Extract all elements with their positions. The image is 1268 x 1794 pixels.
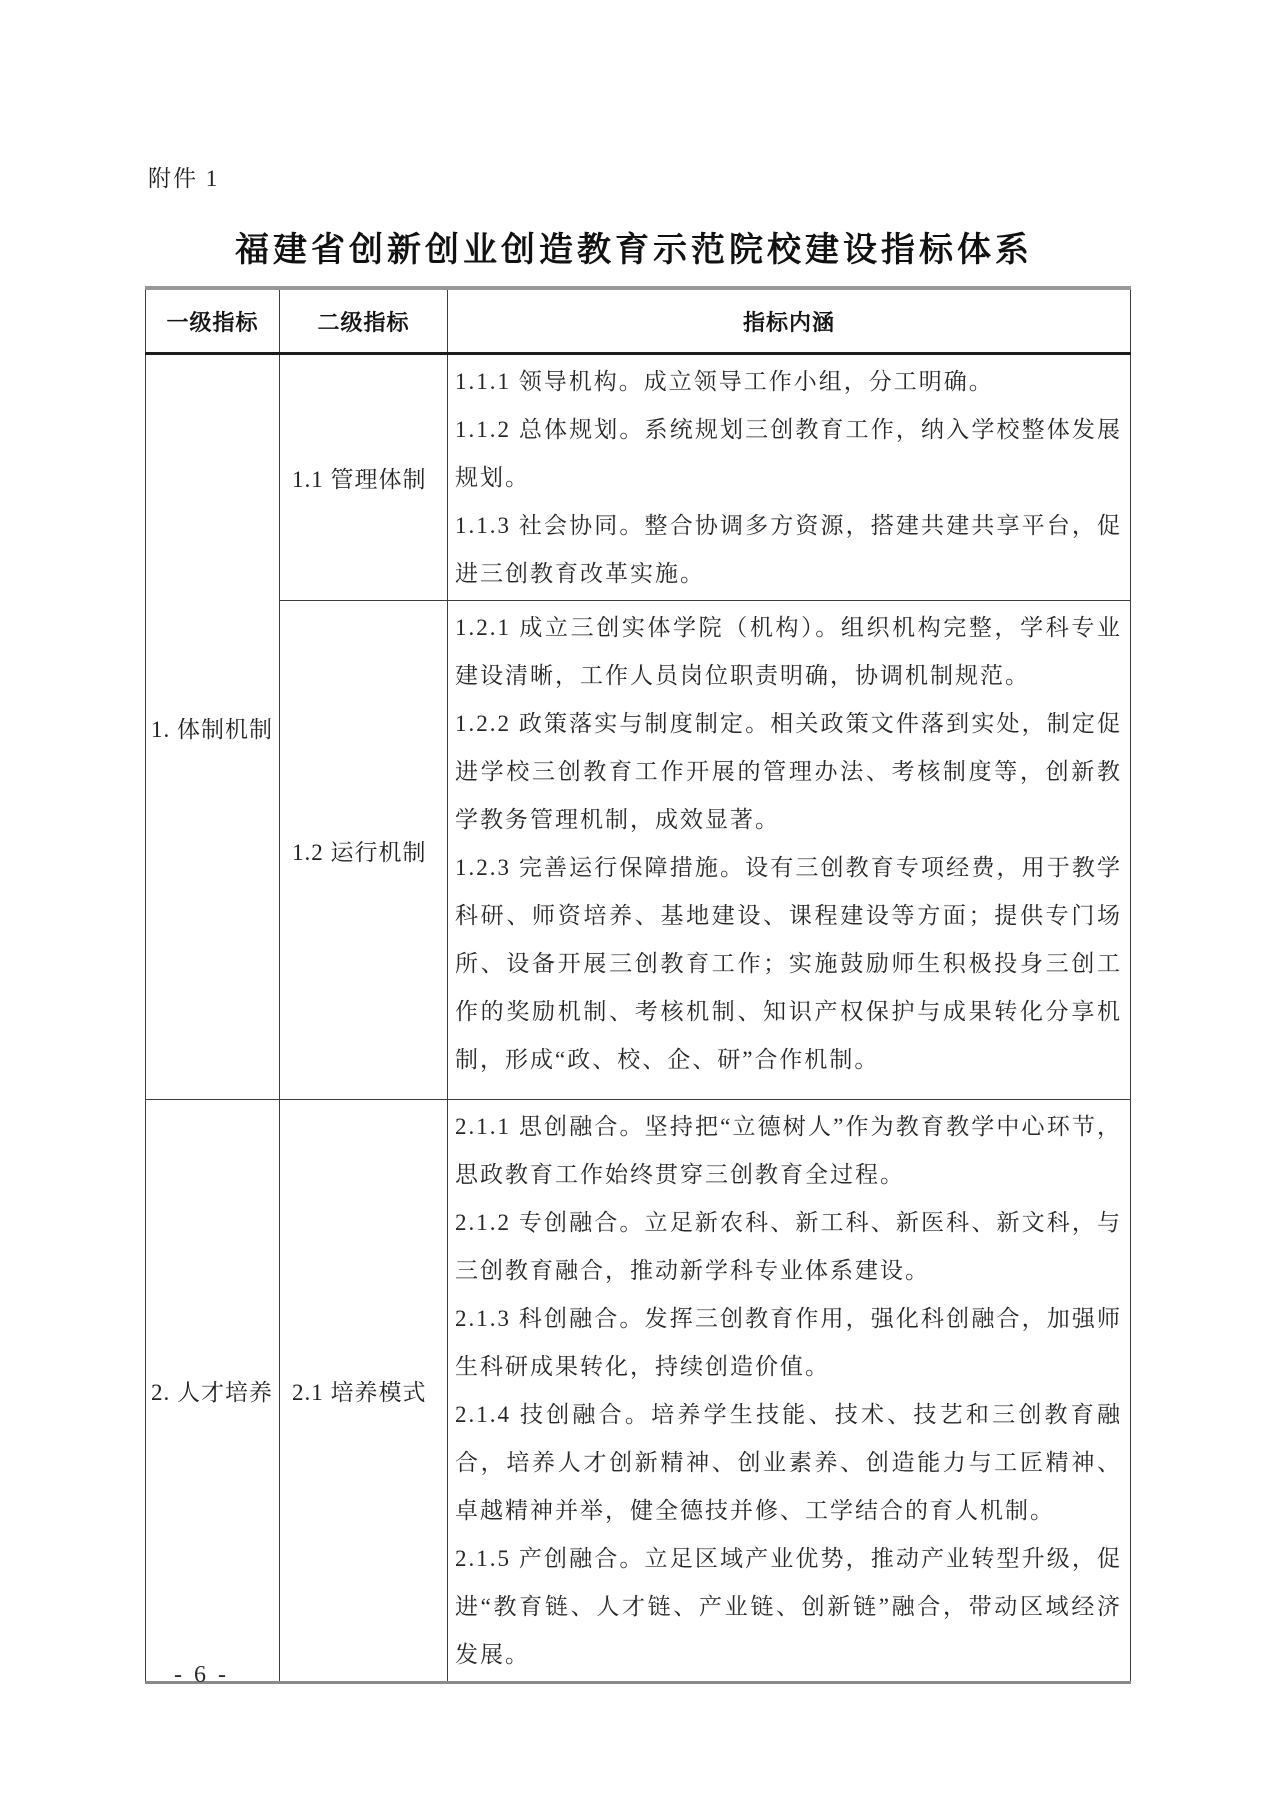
indicator-item: 1.1.2 总体规划。系统规划三创教育工作，纳入学校整体发展规划。	[455, 417, 1122, 490]
cell-level2-operating-mechanism: 1.2 运行机制	[280, 601, 448, 1100]
table-header-row	[146, 288, 1131, 354]
cell-content-1-2	[448, 601, 1131, 1100]
indicator-item: 1.2.1 成立三创实体学院（机构）。组织机构完整，学科专业建设清晰，工作人员岗位职责明确，协调机制规范。	[455, 615, 1122, 688]
header-cell-content: 指标内涵	[448, 288, 1131, 354]
table-row	[146, 601, 1131, 1100]
indicator-item: 1.1.3 社会协同。整合协调多方资源，搭建共建共享平台，促进三创教育改革实施。	[455, 513, 1122, 586]
cell-content-2-1	[448, 1100, 1131, 1683]
cell-level2-cultivation-mode: 2.1 培养模式	[280, 1100, 448, 1683]
attachment-label: 附件 1	[148, 166, 220, 191]
indicator-item: 1.2.2 政策落实与制度制定。相关政策文件落到实处，制定促进学校三创教育工作开展的管理办法、考核制度等，创新教学教务管理机制，成效显著。	[455, 711, 1122, 832]
table-row	[146, 354, 1131, 601]
indicator-item: 2.1.3 科创融合。发挥三创教育作用，强化科创融合，加强师生科研成果转化，持续创造价值。	[455, 1306, 1122, 1379]
page-number: - 6 -	[174, 1662, 229, 1688]
indicator-item: 2.1.1 思创融合。坚持把“立德树人”作为教育教学中心环节，思政教育工作始终贯穿三创教育全过程。	[455, 1114, 1122, 1187]
indicator-table	[145, 286, 1131, 1684]
cell-content-1-1	[448, 354, 1131, 601]
cell-level2-management-system: 1.1 管理体制	[280, 354, 448, 601]
cell-level1-talent-cultivation: 2. 人才培养	[146, 1100, 280, 1683]
indicator-item: 2.1.4 技创融合。培养学生技能、技术、技艺和三创教育融合，培养人才创新精神、创业素养、创造能力与工匠精神、卓越精神并举，健全德技并修、工学结合的育人机制。	[455, 1402, 1122, 1523]
table-row	[146, 1100, 1131, 1683]
indicator-item: 1.1.1 领导机构。成立领导工作小组，分工明确。	[455, 369, 994, 394]
page-title: 福建省创新创业创造教育示范院校建设指标体系	[235, 231, 1033, 269]
indicator-item: 2.1.2 专创融合。立足新农科、新工科、新医科、新文科，与三创教育融合，推动新学科专业体系建设。	[455, 1210, 1122, 1283]
header-cell-level1: 一级指标	[146, 288, 280, 354]
header-cell-level2: 二级指标	[280, 288, 448, 354]
indicator-item: 2.1.5 产创融合。立足区域产业优势，推动产业转型升级，促进“教育链、人才链、产业链、创新链”融合，带动区域经济发展。	[455, 1546, 1122, 1667]
indicator-item: 1.2.3 完善运行保障措施。设有三创教育专项经费，用于教学科研、师资培养、基地建设、课程建设等方面；提供专门场所、设备开展三创教育工作；实施鼓励师生积极投身三创工作的奖励机制、考核机制、知识产权保护与成果转化分享机制，形成“政、校、企、研”合作机制。	[455, 855, 1122, 1072]
cell-level1-system-mechanism: 1. 体制机制	[146, 354, 280, 1100]
